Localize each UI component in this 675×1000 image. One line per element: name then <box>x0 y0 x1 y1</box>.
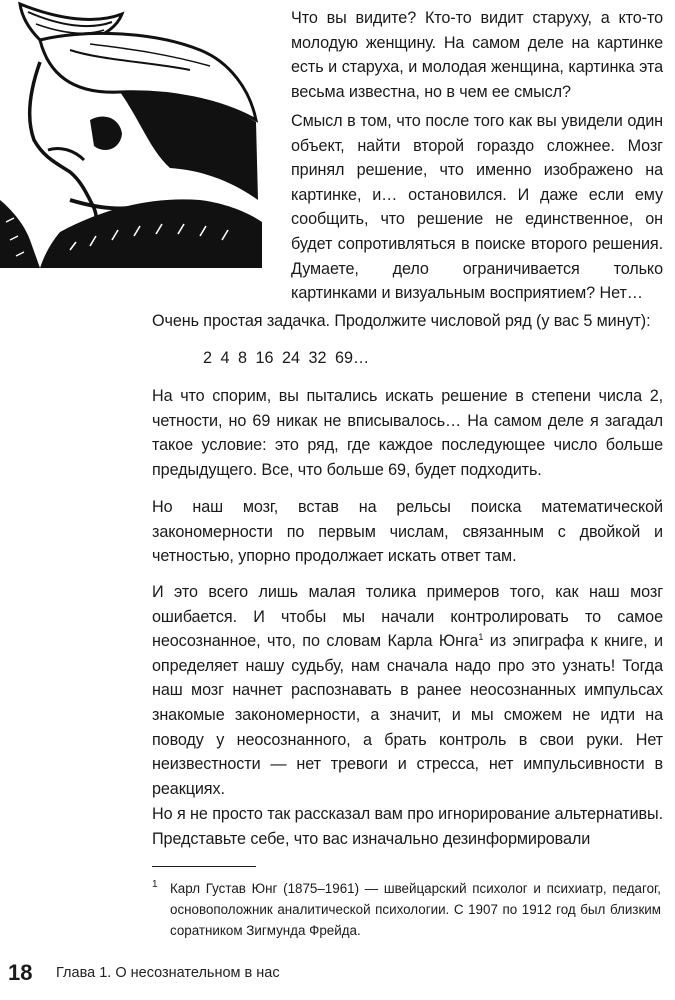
footnote-marker: 1 <box>478 632 484 643</box>
paragraph-brain-pattern: Но наш мозг, встав на рельсы поиска математической закономерности по первым числам, связанным с двойкой и четностью, упорно продолжает искать ответ там. <box>152 498 663 566</box>
page-number: 18 <box>8 960 33 985</box>
paragraph-illusion-meaning: Смысл в том, что после того как вы увидели один объект, найти второй гораздо сложнее. Мозг принял решение, что именно изображено на картинке, и… остановился. И даже если ему сообщить, что решение не единственное, он будет сопротивляться в поиске второго решения. Думаете, дело ограничивается только картинками и визуальным восприятием? Нет… <box>291 112 663 303</box>
paragraph-number-task: Очень простая задачка. Продолжите числовой ряд (у вас 5 минут): <box>152 312 651 330</box>
running-head: Глава 1. О несознательном в нас <box>56 965 280 981</box>
paragraph-alternative-ignoring: Но я не просто так рассказал вам про игнорирование альтернативы. Представьте себе, что вас изначально дезинформировали <box>152 805 663 848</box>
paragraph-text-part: из эпиграфа к книге, и определяет нашу судьбу, нам сначала надо про это узнать! Тогда наш мозг начнет распознавать в ранее неосознанных импульсах знакомые закономерности, а значит, и мы сможем не идти на поводу у неосознанного, а брать контроль в свои руки. Нет неизвестности — нет тревоги и стресса, нет импульсивности в реакциях. <box>152 632 663 798</box>
footnote-divider <box>152 866 256 867</box>
old-young-woman-illusion-icon <box>0 0 262 268</box>
paragraph-unconscious-control <box>152 580 663 801</box>
paragraph-illusion-question: Что вы видите? Кто-то видит старуху, а кто-то молодую женщину. На самом деле на картинке есть и старуха, и молодая женщина, картинка эта весьма известна, но в чем ее смысл? <box>291 9 663 101</box>
paragraph-sequence-explanation: На что спорим, вы пытались искать решение в степени числа 2, четности, но 69 никак не вписывалось… На самом деле я загадал такое условие: это ряд, где каждое последующее число больше предыдущего. Все, что больше 69, будет подходить. <box>152 387 663 479</box>
footnote-number: 1 <box>152 879 158 890</box>
paragraph-text-part: И это всего лишь малая толика примеров того, как наш мозг ошибается. И чтобы мы начали контролировать то самое неосознанное, что, по словам Карла Юнга <box>152 583 663 651</box>
footnote <box>152 878 661 941</box>
number-sequence: 2 4 8 16 24 32 69… <box>203 349 370 367</box>
footnote-text: Карл Густав Юнг (1875–1961) — швейцарский психолог и психиатр, педагог, основоположник аналитической психологии. С 1907 по 1912 год был близким соратником Зигмунда Фрейда. <box>170 881 661 938</box>
